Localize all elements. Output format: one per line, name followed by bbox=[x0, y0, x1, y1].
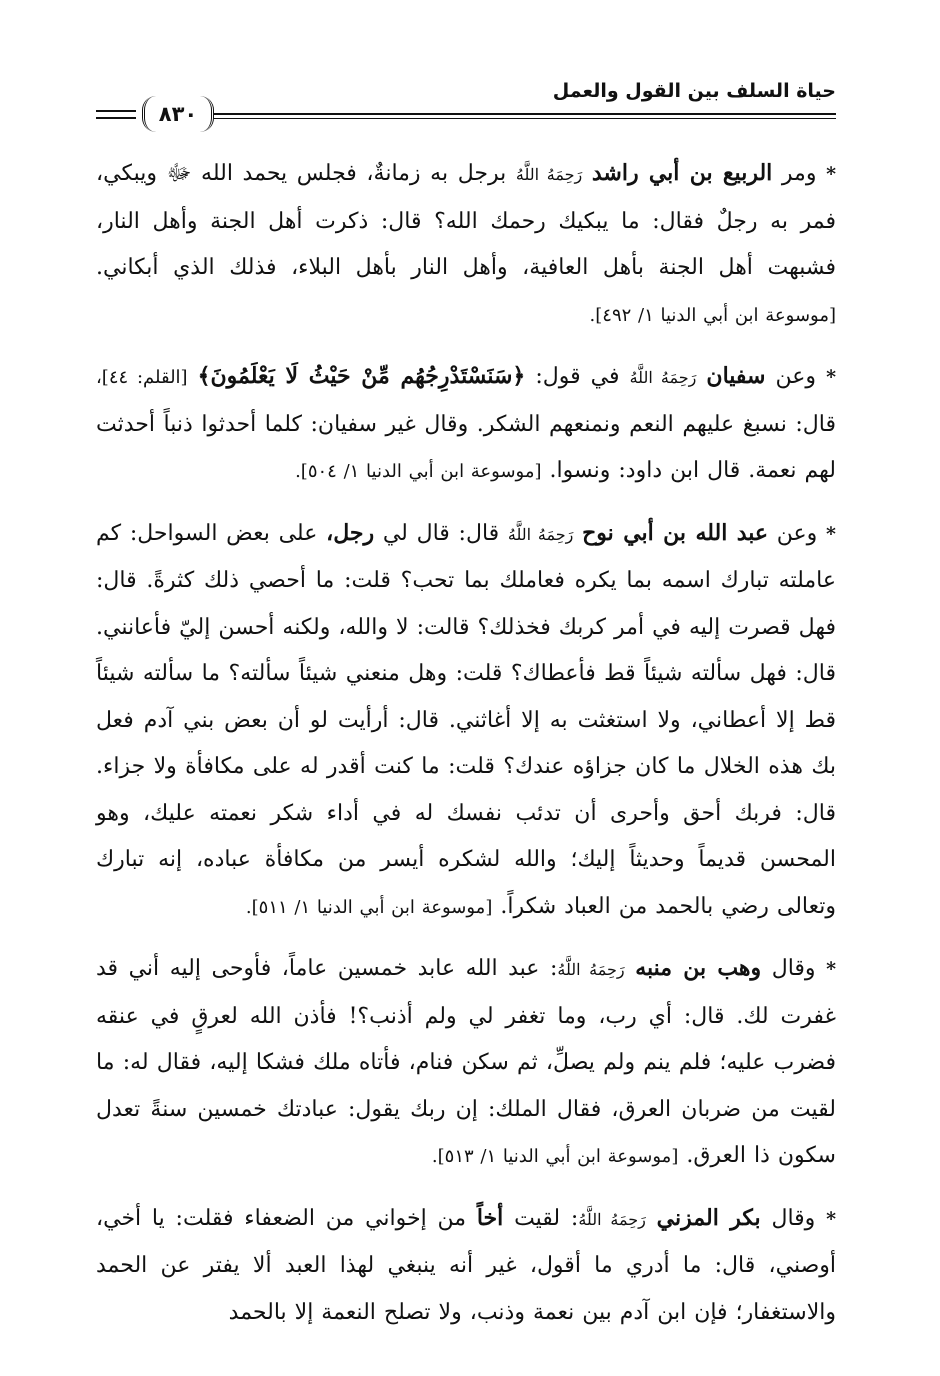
paragraph-opening: وقال bbox=[771, 1205, 816, 1231]
paragraph-star: * bbox=[826, 163, 837, 185]
paragraph-star: * bbox=[826, 958, 837, 980]
source-reference: [موسوعة ابن أبي الدنيا ١/ ٤٩٢]. bbox=[589, 304, 836, 326]
honorific: رَحِمَهُ اللَّهُ bbox=[578, 1209, 646, 1229]
paragraph-text: : عبد الله عابد خمسين عاماً، فأوحى إليه أني قد غفرت لك. قال: أي رب، وما تغفر لي ولم أذنب؟! فأذن الله لعرقٍ في عنقه فضرب عليه؛ فلم ينم ولم يصلِّ، ثم سكن فنام، فأتاه ملك فشكا إليه، فقال له: ما لقيت من ضربان العرق، فقال الملك: إن ربك يقول: عبادتك خمسين سنةً تعدل سكون ذا العرق. bbox=[96, 956, 836, 1168]
paragraph-3 bbox=[96, 510, 836, 932]
source-reference: [موسوعة ابن أبي الدنيا ١/ ٥١٣]. bbox=[431, 1146, 679, 1167]
second-name: رجل، bbox=[326, 519, 375, 546]
paragraph-text: من إخواني من الضعفاء فقلت: يا أخي، أوصني، قال: ما أدري ما أقول، غير أنه ينبغي لهذا العبد ألا يفتر عن الحمد والاستغفار؛ فإن ابن آدم بين نعمة وذنب، ولا تصلح النعمة إلا بالحمد bbox=[96, 1205, 836, 1325]
source-reference: [موسوعة ابن أبي الدنيا ١/ ٥١١]. bbox=[245, 896, 493, 918]
narrator-name: سفيان bbox=[706, 363, 766, 389]
paragraph-text: برجل به زمانةٌ، فجلس يحمد الله ﷻ ويبكي، فمر به رجلٌ فقال: ما يبكيك رحمك الله؟ قال: ذكرت أهل الجنة وأهل النار، فشبهت أهل الجنة بأهل العافية، وأهل النار بأهل البلاء، فذلك الذي أبكاني. bbox=[96, 161, 836, 280]
header-rule-thin bbox=[206, 118, 836, 119]
pre-name-text: : لقيت bbox=[514, 1205, 579, 1231]
honorific: رَحِمَهُ اللَّهُ bbox=[515, 165, 583, 184]
header-rule-left-lower bbox=[96, 117, 136, 119]
second-name: أخاً bbox=[476, 1204, 504, 1231]
narrator-name: عبد الله بن أبي نوح bbox=[582, 519, 769, 546]
honorific: رَحِمَهُ اللَّهُ bbox=[507, 524, 574, 544]
narrator-name: وهب بن منبه bbox=[635, 955, 762, 981]
honorific: رَحِمَهُ اللَّهُ bbox=[629, 368, 697, 387]
page-content bbox=[96, 150, 836, 1350]
pre-quote-text: في قول: bbox=[535, 364, 620, 389]
paragraph-opening: ومر bbox=[781, 161, 817, 186]
paragraph-1 bbox=[96, 150, 836, 339]
quran-verse: ﴿سَنَسْتَدْرِجُهُم مِّنْ حَيْثُ لَا يَعْلَمُونَ﴾ bbox=[197, 363, 526, 389]
verse-reference: [القلم: ٤٤]، bbox=[96, 367, 188, 388]
page-number: ٨٣٠ bbox=[142, 96, 214, 132]
paragraph-5 bbox=[96, 1195, 836, 1337]
paragraph-star: * bbox=[826, 366, 836, 388]
header-rule-left-upper bbox=[96, 110, 136, 112]
pre-name-text: قال: قال لي bbox=[382, 520, 500, 546]
paragraph-star: * bbox=[826, 522, 836, 545]
book-page bbox=[96, 0, 836, 1376]
source-reference: [موسوعة ابن أبي الدنيا ١/ ٥٠٤]. bbox=[295, 461, 542, 482]
paragraph-text: على بعض السواحل: كم عاملته تبارك اسمه بما يكره فعاملك بما تحب؟ قلت: ما أحصي ذلك كثرةً. قال: فهل قصرت إليه في أمر كربك فخذلك؟ قالت: لا والله، ولكنه أحسن إليّ فأعانني. قال: فهل سألته شيئاً قط فأعطاك؟ قلت: وهل منعني شيئاً سألته؟ ما سألته شيئاً قط إلا أعطاني، ولا استغثت به إلا أغاثني. قال: أرأيت لو أن بعض بني آدم فعل بك هذه الخلال ما كان جزاؤه عندك؟ قلت: ما كنت أقدر له على مكافأة ولا جزاء. قال: فربك أحق وأحرى أن تدئب نفسك له في أداء شكر نعمته عليك، وهو المحسن قديماً وحديثاً إليك؛ والله لشكره أيسر من مكافأة عباده، إنه تبارك وتعالى رضي بالحمد من العباد شكراً. bbox=[96, 520, 836, 919]
narrator-name: الربيع بن أبي راشد bbox=[591, 160, 773, 186]
paragraph-2 bbox=[96, 353, 836, 496]
paragraph-4 bbox=[96, 945, 836, 1181]
narrator-name: بكر المزني bbox=[656, 1204, 761, 1231]
paragraph-star: * bbox=[826, 1207, 837, 1230]
running-title: حياة السلف بين القول والعمل bbox=[552, 80, 836, 102]
paragraph-text: قال: نسبغ عليهم النعم ونمنعهم الشكر. وقال غير سفيان: كلما أحدثوا ذنباً أحدثت لهم نعمة. قال ابن داود: ونسوا. bbox=[96, 411, 836, 483]
header-rule-thick bbox=[206, 113, 836, 115]
honorific: رَحِمَهُ اللَّهُ bbox=[557, 960, 625, 979]
paragraph-opening: وقال bbox=[771, 956, 816, 981]
paragraph-opening: وعن bbox=[776, 520, 818, 546]
paragraph-opening: وعن bbox=[775, 364, 817, 389]
page-header bbox=[96, 70, 836, 130]
